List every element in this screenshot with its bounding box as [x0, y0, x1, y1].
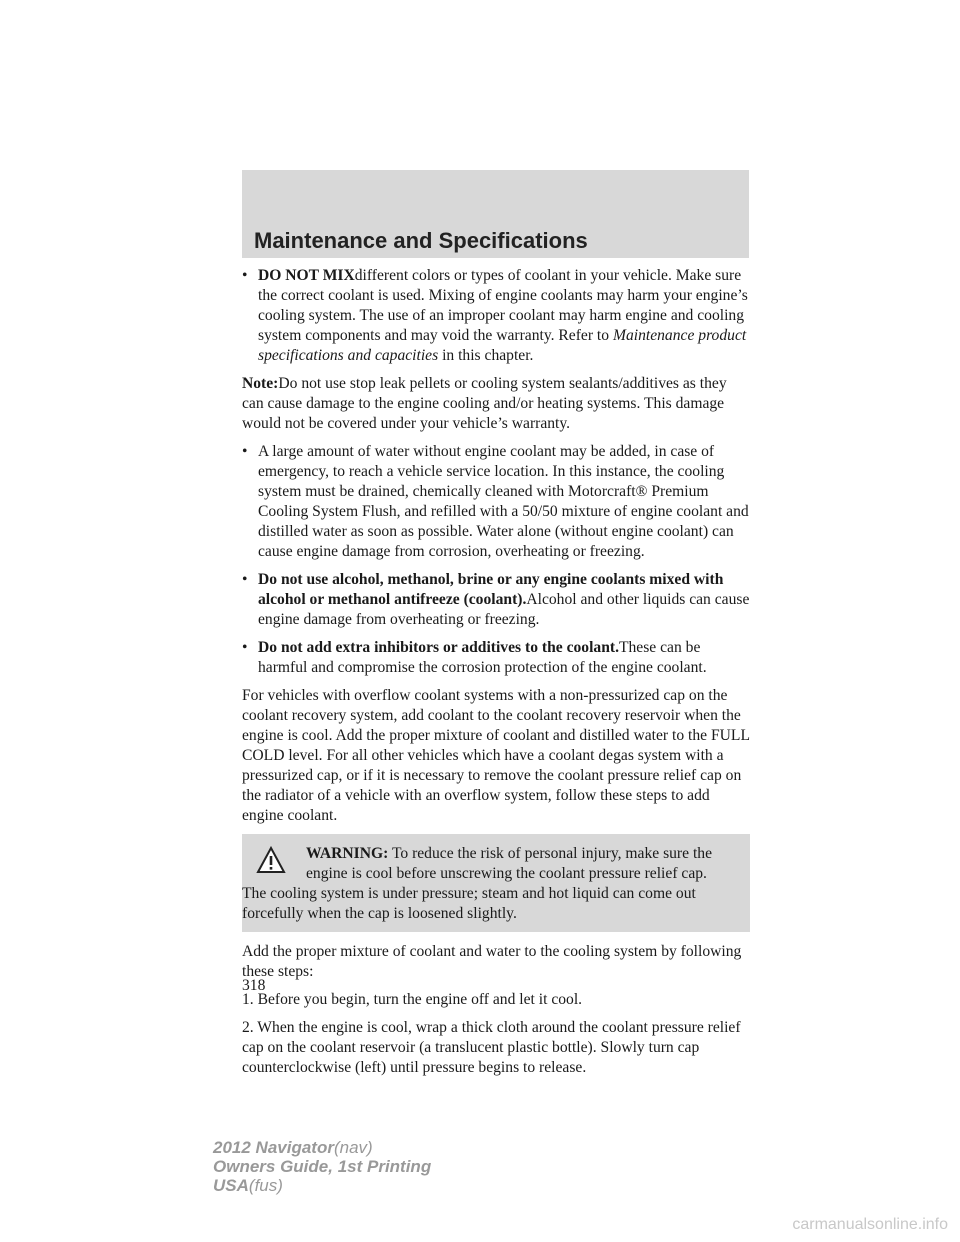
steps-intro: Add the proper mixture of coolant and water to the cooling system by following these steps:: [242, 943, 742, 980]
bullet-bold: DO NOT MIX: [258, 267, 355, 284]
bullet-do-not-mix: • DO NOT MIXdifferent colors or types of coolant in your vehicle. Make sure the correct coolant is used. Mixing of engine coolants may harm your engine’s cooling system. The use of an improper coolant may harm engine and cooling system components and may void the warranty. Refer to Maintenance product specifications and capacities in this chapter.: [242, 267, 748, 364]
bullet-dot: •: [242, 443, 248, 460]
bullet-no-inhibitors: • Do not add extra inhibitors or additives to the coolant.These can be harmful and compromise the corrosion protection of the engine coolant.: [242, 639, 707, 676]
section-title: Maintenance and Specifications: [254, 228, 588, 253]
overflow-paragraph: For vehicles with overflow coolant systems with a non-pressurized cap on the coolant recovery system, add coolant to the coolant recovery reservoir when the engine is cool. Add the proper mixture of coolant and distilled water to the FULL COLD level. For all other vehicles which have a coolant degas system with a pressurized cap, or if it is necessary to remove the coolant pressure relief cap on the radiator of a vehicle with an overflow system, follow these steps to add engine coolant.: [242, 687, 750, 824]
warning-text-first: WARNING: To reduce the risk of personal injury, make sure the engine is cool before unscrewing the coolant pressure relief cap.: [306, 845, 712, 882]
bullet-water: • A large amount of water without engine coolant may be added, in case of emergency, to reach a vehicle service location. In this instance, the cooling system must be drained, chemically cleaned with Motorcraft® Premium Cooling System Flush, and refilled with a 50/50 mixture of engine coolant and distilled water as soon as possible. Water alone (without engine coolant) can cause engine damage from corrosion, overheating or freezing.: [242, 443, 749, 560]
page-content: [242, 266, 750, 1086]
note-label: Note:: [242, 375, 279, 392]
warning-text-rest: The cooling system is under pressure; steam and hot liquid can come out forcefully when the cap is loosened slightly.: [242, 885, 696, 922]
cross-reference: Maintenance product specifications and capacities: [258, 327, 747, 364]
step-2: 2. When the engine is cool, wrap a thick cloth around the coolant pressure relief cap on the coolant reservoir (a translucent plastic bottle). Slowly turn cap counterclockwise (left) until pressure begins to release.: [242, 1019, 741, 1076]
step-1: 1. Before you begin, turn the engine off and let it cool.: [242, 991, 583, 1008]
page-number: 318: [242, 977, 266, 994]
note-paragraph: Note:Do not use stop leak pellets or cooling system sealants/additives as they can cause damage to the engine cooling and/or heating systems. This damage would not be covered under your vehicle’s warranty.: [242, 375, 727, 432]
bullet-no-alcohol: • Do not use alcohol, methanol, brine or any engine coolants mixed with alcohol or methanol antifreeze (coolant).Alcohol and other liquids can cause engine damage from overheating or freezing.: [242, 571, 750, 628]
document-footer: 2012 Navigator(nav) Owners Guide, 1st Printing USA(fus): [213, 1138, 432, 1195]
bullet-dot: •: [242, 571, 248, 588]
bullet-dot: •: [242, 639, 248, 656]
warning-triangle-icon: [256, 846, 286, 874]
warning-box: [242, 834, 750, 932]
watermark: carmanualsonline.info: [792, 1216, 948, 1233]
bullet-dot: •: [242, 267, 248, 284]
warning-label: WARNING:: [306, 845, 389, 862]
